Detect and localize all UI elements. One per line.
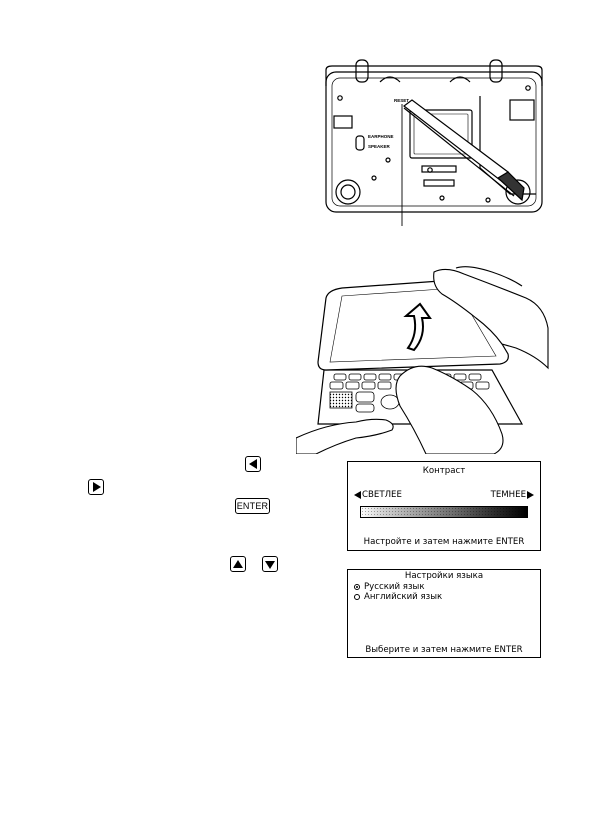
down-arrow-key-icon <box>262 556 278 572</box>
contrast-gradient-bar <box>360 506 528 518</box>
radio-unselected-icon <box>354 594 360 600</box>
speaker-label: SPEAKER <box>368 144 390 149</box>
device-open-illustration <box>296 258 552 454</box>
language-title: Настройки языка <box>404 571 484 581</box>
contrast-footer: Настройте и затем нажмите ENTER <box>363 537 525 547</box>
contrast-title: Контраст <box>422 466 466 476</box>
language-screen <box>347 569 541 658</box>
earphone-label: EARPHONE <box>368 134 394 139</box>
contrast-screen <box>347 461 541 551</box>
darker-label-text: ТЕМНЕЕ <box>490 490 526 500</box>
radio-selected-icon <box>354 584 360 590</box>
language-option-russian <box>354 582 425 592</box>
lighter-label-text: СВЕТЛЕЕ <box>362 490 402 500</box>
language-option-label: Английский язык <box>364 592 443 602</box>
language-option-label: Русский язык <box>364 582 425 592</box>
up-arrow-key-icon <box>230 556 246 572</box>
enter-key-label: ENTER <box>236 501 269 511</box>
left-triangle-icon <box>354 491 361 499</box>
right-arrow-key-icon <box>88 479 104 495</box>
lighter-label <box>354 490 402 500</box>
reset-label: RESET <box>394 98 410 103</box>
language-footer: Выберите и затем нажмите ENTER <box>365 645 523 655</box>
darker-label <box>491 490 534 500</box>
language-option-english <box>354 592 442 602</box>
device-bottom-illustration <box>310 48 554 236</box>
enter-key-icon <box>235 498 270 514</box>
left-arrow-key-icon <box>245 456 261 472</box>
right-triangle-icon <box>527 491 534 499</box>
